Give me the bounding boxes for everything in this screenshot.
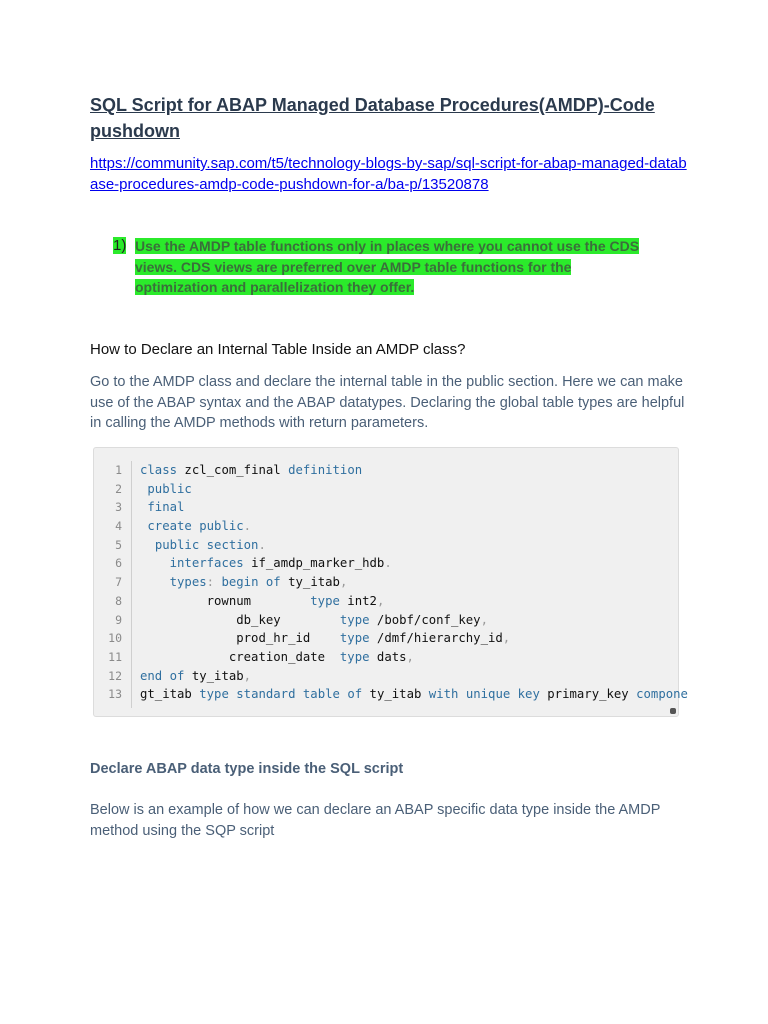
line-number: 13: [108, 687, 122, 702]
code-line: 10 prod_hr_id type /dmf/hierarchy_id,: [94, 629, 678, 648]
line-number: 2: [115, 481, 122, 496]
code-line: 2 public: [94, 480, 678, 499]
line-number: 9: [115, 612, 122, 627]
line-number: 8: [115, 593, 122, 608]
code-line: 6 interfaces if_amdp_marker_hdb.: [94, 554, 678, 573]
section-heading-internal-table: How to Declare an Internal Table Inside an AMDP class?: [90, 341, 466, 358]
code-line: 11 creation_date type dats,: [94, 648, 678, 667]
line-number: 6: [115, 556, 122, 571]
line-number: 12: [108, 668, 122, 683]
code-line: 3 final: [94, 498, 678, 517]
line-number: 3: [115, 500, 122, 515]
section-heading-abap-data-type: Declare ABAP data type inside the SQL script: [90, 761, 404, 777]
scrollbar-handle[interactable]: [670, 708, 676, 714]
code-block: [93, 447, 688, 717]
code-line: 8 rownum type int2,: [94, 592, 678, 611]
note-number: 1): [113, 237, 127, 254]
line-number: 1: [115, 463, 122, 477]
code-line: 13 gt_itab type standard table of ty_itab with unique key primary_key compone: [94, 685, 678, 704]
line-number: 7: [115, 575, 122, 590]
code-line: 1 class zcl_com_final definition: [94, 461, 678, 480]
line-number: 10: [108, 631, 122, 646]
page-title: SQL Script for ABAP Managed Database Procedures(AMDP)-Code pushdown: [90, 95, 655, 141]
code-line: 12 end of ty_itab,: [94, 667, 678, 686]
code-line: 9 db_key type /bobf/conf_key,: [94, 611, 678, 630]
section-paragraph-abap-data-type: Below is an example of how we can declare an ABAP specific data type inside the AMDP method using the SQP script: [90, 802, 661, 839]
line-number: 11: [108, 649, 122, 664]
code-line: 5 public section.: [94, 536, 678, 555]
note-text: Use the AMDP table functions only in places where you cannot use the CDS views. CDS views are preferred over AMDP table functions for the optimization and parallelization they offer.: [135, 238, 640, 295]
source-link[interactable]: https://community.sap.com/t5/technology-blogs-by-sap/sql-script-for-abap-managed-database-procedures-amdp-code-pushdown-for-a/ba-p/13520878: [90, 155, 687, 193]
code-line: 4 create public.: [94, 517, 678, 536]
line-number: 5: [115, 537, 122, 552]
line-number: 4: [115, 519, 122, 534]
code-line: 7 types: begin of ty_itab,: [94, 573, 678, 592]
section-paragraph-internal-table: Go to the AMDP class and declare the internal table in the public section. Here we can make use of the ABAP syntax and the ABAP datatypes. Declaring the global table types are helpful in calling the AMDP methods with return parameters.: [90, 374, 685, 431]
